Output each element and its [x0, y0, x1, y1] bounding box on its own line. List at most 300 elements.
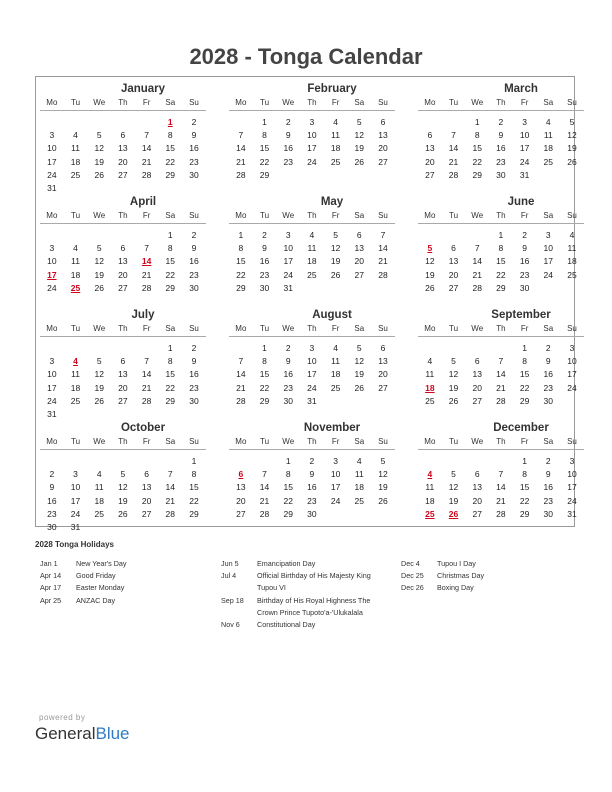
day-cell: 16 — [47, 495, 57, 506]
day-cell: 6 — [144, 469, 149, 480]
day-cell: 26 — [330, 269, 341, 280]
month-september — [418, 308, 584, 408]
holiday-date: Jun 5 — [221, 559, 239, 568]
empty-cell — [64, 182, 88, 195]
weekday-label: Fr — [142, 324, 151, 333]
week-row — [40, 116, 206, 129]
day-cell: 3 — [73, 469, 78, 480]
week-row — [40, 395, 206, 408]
week-row — [229, 368, 395, 381]
day-cell: 17 — [519, 143, 530, 154]
day-cell: 12 — [94, 143, 104, 154]
empty-cell — [465, 229, 489, 242]
day-cell: 31 — [47, 182, 57, 193]
weekday-label: Sa — [165, 211, 176, 220]
empty-cell — [276, 169, 300, 182]
day-cell: 22 — [165, 156, 176, 167]
day-cell: 30 — [543, 508, 554, 519]
weekday-label: Mo — [46, 324, 58, 333]
weekday-label: Th — [307, 98, 317, 107]
week-row — [418, 368, 584, 381]
day-cell: 13 — [236, 482, 246, 493]
day-cell: 7 — [451, 130, 456, 141]
day-cell: 24 — [70, 508, 81, 519]
day-cell: 7 — [238, 356, 244, 367]
day-cell: 7 — [144, 243, 149, 254]
holiday-name: Emancipation Day — [257, 559, 316, 568]
day-cell: 3 — [49, 243, 55, 254]
week-row — [418, 129, 584, 142]
empty-cell — [111, 408, 135, 421]
empty-cell — [442, 229, 466, 242]
day-cell: 13 — [472, 482, 482, 493]
weekday-label: Su — [567, 324, 577, 333]
week-row — [229, 382, 395, 395]
day-cell: 19 — [118, 495, 128, 506]
day-cell: 18 — [330, 369, 341, 380]
holiday-name: Constitutional Day — [257, 620, 316, 630]
day-cell: 24 — [567, 495, 577, 506]
day-cell: 31 — [70, 521, 81, 532]
week-row — [229, 269, 395, 282]
day-cell: 16 — [283, 143, 293, 154]
week-row — [40, 495, 206, 508]
empty-cell — [560, 169, 584, 182]
day-cell: 13 — [448, 256, 459, 267]
day-cell: 17 — [47, 156, 57, 167]
day-cell: 8 — [167, 356, 173, 367]
day-cell: 27 — [378, 382, 388, 393]
weekday-label: Sa — [354, 211, 365, 220]
weekday-label: Th — [307, 211, 317, 220]
day-cell: 7 — [144, 130, 149, 141]
day-cell: 5 — [427, 243, 433, 254]
day-cell: 21 — [141, 269, 152, 280]
day-cell: 15 — [165, 256, 176, 267]
weekday-label: Sa — [543, 324, 554, 333]
day-cell: 1 — [285, 456, 291, 466]
day-cell: 2 — [285, 117, 291, 127]
weekday-label: Th — [307, 324, 317, 333]
day-cell: 20 — [425, 156, 435, 167]
empty-cell — [465, 455, 489, 468]
weekday-label: Th — [496, 98, 506, 107]
weekday-label: Mo — [235, 211, 247, 220]
day-cell: 21 — [236, 382, 246, 393]
day-cell: 26 — [94, 169, 104, 180]
day-cell: 29 — [496, 282, 506, 293]
weekday-label: Mo — [424, 324, 436, 333]
day-cell: 1 — [262, 117, 267, 127]
empty-cell — [300, 282, 324, 295]
weekday-label: We — [471, 324, 484, 333]
day-cell: 15 — [472, 143, 482, 154]
day-cell: 27 — [472, 508, 482, 519]
day-cell: 23 — [189, 156, 199, 167]
week-row — [40, 229, 206, 242]
day-cell: 14 — [141, 143, 152, 154]
week-row — [229, 468, 395, 481]
holiday-date: Dec 26 — [401, 583, 424, 593]
week-row — [418, 255, 584, 268]
weekday-label: Su — [567, 211, 577, 220]
weekday-label: Mo — [424, 98, 436, 107]
day-cell: 1 — [167, 230, 173, 240]
day-cell: 17 — [567, 369, 577, 380]
day-cell: 19 — [378, 482, 388, 493]
day-cell: 28 — [472, 282, 482, 293]
day-cell: 20 — [118, 382, 128, 393]
weekday-label: Tu — [449, 437, 459, 446]
day-cell: 5 — [120, 469, 126, 480]
empty-cell — [371, 169, 395, 182]
weekday-header — [40, 96, 206, 111]
day-cell: 17 — [307, 143, 317, 154]
day-cell: 4 — [73, 130, 78, 141]
weekday-label: Mo — [424, 211, 436, 220]
empty-cell — [135, 408, 159, 421]
empty-cell — [111, 229, 135, 242]
day-cell: 12 — [354, 130, 365, 141]
weekday-label: Sa — [165, 437, 176, 446]
day-cell: 17 — [47, 269, 57, 280]
week-row — [229, 129, 395, 142]
day-cell: 6 — [451, 243, 456, 254]
day-cell: 25 — [70, 169, 81, 180]
day-cell: 9 — [49, 482, 55, 493]
empty-cell — [347, 508, 371, 521]
weekday-header — [229, 322, 395, 337]
day-cell: 18 — [307, 256, 317, 267]
weekday-label: Tu — [449, 211, 459, 220]
day-cell: 1 — [498, 230, 504, 240]
weekday-label: Fr — [331, 437, 340, 446]
day-cell: 8 — [167, 130, 173, 141]
week-row — [40, 355, 206, 368]
month-august — [229, 308, 395, 408]
day-cell: 2 — [545, 456, 551, 466]
day-cell: 21 — [378, 256, 388, 267]
holiday-item — [40, 570, 200, 582]
day-cell: 24 — [307, 156, 317, 167]
weekday-label: Sa — [165, 98, 176, 107]
week-row — [229, 342, 395, 355]
day-cell: 5 — [569, 117, 575, 127]
day-cell: 14 — [496, 369, 506, 380]
weekday-label: Su — [189, 437, 199, 446]
day-cell: 23 — [543, 495, 554, 506]
day-cell: 4 — [73, 356, 78, 367]
empty-cell — [347, 282, 371, 295]
month-name: September — [491, 309, 551, 321]
empty-cell — [64, 116, 88, 129]
empty-cell — [418, 342, 442, 355]
day-cell: 3 — [569, 343, 575, 353]
weekday-label: Mo — [46, 98, 58, 107]
weekday-label: Fr — [331, 98, 340, 107]
week-row — [418, 242, 584, 255]
day-cell: 30 — [259, 282, 270, 293]
month-october — [40, 421, 206, 534]
weekday-label: Sa — [354, 324, 365, 333]
day-cell: 18 — [94, 495, 104, 506]
empty-cell — [135, 521, 159, 534]
empty-cell — [560, 282, 584, 295]
day-cell: 14 — [236, 369, 246, 380]
empty-cell — [158, 408, 182, 421]
day-cell: 28 — [141, 169, 152, 180]
weekday-label: Th — [118, 211, 128, 220]
day-cell: 1 — [167, 343, 173, 353]
day-cell: 5 — [451, 356, 456, 367]
empty-cell — [442, 455, 466, 468]
day-cell: 12 — [378, 469, 388, 480]
empty-cell — [87, 342, 111, 355]
empty-cell — [135, 229, 159, 242]
day-cell: 8 — [238, 243, 244, 254]
day-cell: 11 — [71, 256, 80, 267]
day-cell: 8 — [522, 469, 527, 480]
weekday-label: We — [282, 324, 295, 333]
week-row — [229, 508, 395, 521]
day-cell: 7 — [498, 469, 504, 480]
week-row — [418, 481, 584, 494]
week-row — [40, 156, 206, 169]
day-cell: 27 — [118, 169, 128, 180]
day-cell: 12 — [448, 369, 459, 380]
day-cell: 19 — [94, 269, 104, 280]
weekday-label: Th — [118, 324, 128, 333]
week-row — [40, 521, 206, 534]
day-cell: 8 — [262, 356, 267, 367]
weekday-label: Su — [378, 437, 388, 446]
week-row — [40, 342, 206, 355]
day-cell: 26 — [118, 508, 128, 519]
day-cell: 8 — [167, 243, 173, 254]
holiday-item — [401, 558, 551, 570]
weekday-label: Mo — [46, 437, 58, 446]
day-cell: 11 — [71, 143, 80, 154]
week-row — [418, 508, 584, 521]
day-cell: 20 — [472, 495, 482, 506]
holiday-date: Dec 4 — [401, 559, 420, 568]
day-cell: 14 — [472, 256, 482, 267]
day-cell: 16 — [543, 482, 554, 493]
day-cell: 11 — [94, 482, 104, 493]
day-cell: 11 — [567, 243, 577, 254]
day-cell: 28 — [141, 395, 152, 406]
weekday-label: We — [93, 324, 106, 333]
generalblue-logo[interactable] — [35, 724, 130, 744]
day-cell: 17 — [283, 256, 293, 267]
day-cell: 12 — [425, 256, 435, 267]
day-cell: 24 — [307, 382, 317, 393]
day-cell: 25 — [567, 269, 577, 280]
day-cell: 25 — [543, 156, 554, 167]
empty-cell — [489, 342, 513, 355]
holiday-name: New Year's Day — [76, 559, 127, 568]
week-row — [418, 468, 584, 481]
empty-cell — [182, 521, 206, 534]
day-cell: 19 — [448, 495, 459, 506]
day-cell: 9 — [309, 469, 315, 480]
day-cell: 28 — [236, 169, 246, 180]
weekday-label: Tu — [260, 324, 270, 333]
day-cell: 6 — [474, 356, 480, 367]
day-cell: 8 — [474, 130, 480, 141]
day-cell: 27 — [141, 508, 152, 519]
day-cell: 2 — [191, 230, 197, 240]
week-row — [40, 269, 206, 282]
day-cell: 1 — [238, 230, 244, 240]
day-cell: 1 — [522, 343, 527, 353]
day-cell: 17 — [70, 495, 81, 506]
holidays-title: 2028 Tonga Holidays — [35, 540, 114, 549]
day-cell: 20 — [378, 369, 388, 380]
day-cell: 8 — [262, 130, 267, 141]
day-cell: 2 — [285, 343, 291, 353]
day-cell: 27 — [378, 156, 388, 167]
weekday-label: Tu — [71, 437, 81, 446]
holiday-name: Christmas Day — [437, 571, 485, 581]
empty-cell — [111, 521, 135, 534]
day-cell: 13 — [472, 369, 482, 380]
empty-cell — [87, 182, 111, 195]
day-cell: 4 — [333, 343, 338, 353]
holiday-item — [401, 582, 551, 594]
empty-cell — [87, 521, 111, 534]
day-cell: 29 — [165, 282, 176, 293]
day-cell: 28 — [141, 282, 152, 293]
holiday-item — [401, 570, 551, 582]
day-cell: 9 — [285, 130, 291, 141]
day-cell: 15 — [519, 369, 530, 380]
holiday-name: Tupou I Day — [437, 559, 476, 568]
day-cell: 15 — [236, 256, 246, 267]
holiday-date: Apr 14 — [40, 571, 62, 581]
day-cell: 11 — [331, 356, 340, 367]
day-cell: 3 — [545, 230, 551, 240]
day-cell: 9 — [545, 356, 551, 367]
day-cell: 16 — [189, 143, 199, 154]
day-cell: 2 — [262, 230, 267, 240]
week-row — [418, 142, 584, 155]
weekday-header — [40, 322, 206, 337]
month-name: October — [120, 422, 166, 434]
day-cell: 26 — [94, 395, 104, 406]
month-december — [418, 421, 584, 521]
holiday-date: Nov 6 — [221, 620, 240, 630]
day-cell: 26 — [378, 495, 388, 506]
day-cell: 6 — [427, 130, 433, 141]
empty-cell — [135, 342, 159, 355]
day-cell: 21 — [448, 156, 459, 167]
weekday-label: Th — [496, 324, 506, 333]
day-cell: 4 — [73, 243, 78, 254]
week-row — [229, 355, 395, 368]
day-cell: 27 — [118, 282, 128, 293]
day-cell: 23 — [496, 156, 506, 167]
weekday-label: Mo — [235, 437, 247, 446]
day-cell: 16 — [543, 369, 554, 380]
holiday-name: ANZAC Day — [76, 595, 116, 605]
day-cell: 6 — [120, 356, 126, 367]
day-cell: 21 — [141, 382, 152, 393]
month-name: February — [307, 83, 357, 95]
month-name: April — [129, 196, 157, 208]
weekday-label: We — [471, 437, 484, 446]
week-row — [40, 129, 206, 142]
weekday-label: Tu — [449, 324, 459, 333]
day-cell: 13 — [141, 482, 152, 493]
day-cell: 2 — [522, 230, 527, 240]
week-row — [229, 229, 395, 242]
weekday-label: Th — [118, 437, 128, 446]
weekday-header — [418, 209, 584, 224]
day-cell: 22 — [165, 269, 176, 280]
week-row — [40, 142, 206, 155]
empty-cell — [135, 182, 159, 195]
day-cell: 21 — [496, 495, 506, 506]
empty-cell — [87, 116, 111, 129]
weekday-label: Mo — [424, 437, 436, 446]
day-cell: 6 — [120, 130, 126, 141]
day-cell: 22 — [283, 495, 293, 506]
week-row — [40, 481, 206, 494]
day-cell: 29 — [165, 169, 176, 180]
weekday-label: We — [282, 211, 295, 220]
month-march — [418, 82, 584, 182]
empty-cell — [324, 169, 348, 182]
month-name: June — [507, 196, 535, 208]
day-cell: 4 — [427, 356, 433, 367]
weekday-label: Su — [189, 211, 199, 220]
day-cell: 11 — [71, 369, 80, 380]
day-cell: 5 — [380, 456, 386, 466]
holiday-list-column — [221, 558, 381, 631]
empty-cell — [87, 455, 111, 468]
day-cell: 9 — [191, 243, 197, 254]
week-row — [229, 282, 395, 295]
day-cell: 13 — [118, 256, 128, 267]
empty-cell — [371, 508, 395, 521]
weekday-label: Fr — [142, 437, 151, 446]
weekday-label: Fr — [520, 211, 529, 220]
empty-cell — [229, 455, 253, 468]
day-cell: 9 — [285, 356, 291, 367]
empty-cell — [158, 182, 182, 195]
day-cell: 14 — [165, 482, 176, 493]
day-cell: 3 — [49, 130, 55, 141]
week-row — [40, 408, 206, 421]
weekday-label: Tu — [260, 98, 270, 107]
day-cell: 26 — [354, 382, 365, 393]
day-cell: 22 — [519, 382, 530, 393]
day-cell: 22 — [472, 156, 482, 167]
page-title: 2028 - Tonga Calendar — [189, 44, 423, 69]
weekday-label: Fr — [520, 324, 529, 333]
day-cell: 29 — [519, 395, 530, 406]
day-cell: 9 — [191, 130, 197, 141]
empty-cell — [536, 169, 560, 182]
day-cell: 4 — [96, 469, 102, 480]
day-cell: 5 — [96, 356, 102, 367]
weekday-label: Sa — [165, 324, 176, 333]
empty-cell — [40, 455, 64, 468]
day-cell: 16 — [496, 143, 506, 154]
day-cell: 23 — [283, 382, 293, 393]
day-cell: 16 — [189, 256, 199, 267]
